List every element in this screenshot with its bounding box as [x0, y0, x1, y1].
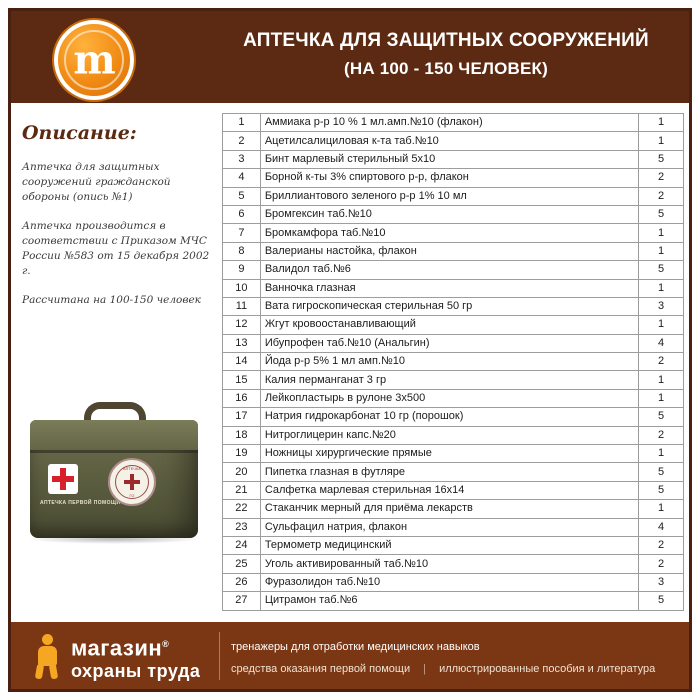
item-quantity: 1	[639, 500, 684, 518]
item-name: Уголь активированный таб.№10	[260, 555, 638, 573]
item-number: 5	[223, 187, 261, 205]
item-name: Аммиака р-р 10 % 1 мл.амп.№10 (флакон)	[260, 114, 638, 132]
title-line-2: (НА 100 - 150 ЧЕЛОВЕК)	[344, 59, 548, 78]
item-number: 19	[223, 445, 261, 463]
table-row	[223, 389, 684, 407]
item-number: 14	[223, 353, 261, 371]
bag-seam	[30, 450, 198, 453]
item-name: Нитроглицерин капс.№20	[260, 426, 638, 444]
item-name: Бромгексин таб.№10	[260, 205, 638, 223]
figure-leg-left	[35, 664, 44, 680]
item-number: 26	[223, 573, 261, 591]
table-row	[223, 555, 684, 573]
item-quantity: 5	[639, 408, 684, 426]
table-row	[223, 573, 684, 591]
footer-brand-name	[71, 632, 200, 682]
footer-tagline-separator: |	[423, 663, 427, 675]
items-table-body	[223, 114, 684, 611]
item-quantity: 5	[639, 463, 684, 481]
item-quantity: 1	[639, 224, 684, 242]
table-row	[223, 114, 684, 132]
table-row	[223, 242, 684, 260]
table-row	[223, 316, 684, 334]
brand-name-line-1	[71, 632, 200, 660]
title-line-1: АПТЕЧКА ДЛЯ ЗАЩИТНЫХ СООРУЖЕНИЙ	[243, 30, 649, 51]
item-name: Ибупрофен таб.№10 (Анальгин)	[260, 334, 638, 352]
page-title	[211, 27, 681, 83]
item-number: 2	[223, 132, 261, 150]
item-name: Йода р-р 5% 1 мл амп.№10	[260, 353, 638, 371]
item-quantity: 1	[639, 371, 684, 389]
item-name: Фуразолидон таб.№10	[260, 573, 638, 591]
table-row	[223, 169, 684, 187]
table-row	[223, 224, 684, 242]
item-quantity: 1	[639, 279, 684, 297]
item-number: 7	[223, 224, 261, 242]
item-quantity: 1	[639, 242, 684, 260]
item-number: 24	[223, 536, 261, 554]
item-number: 9	[223, 261, 261, 279]
bag-seal-icon	[108, 458, 156, 506]
item-number: 6	[223, 205, 261, 223]
item-name: Натрия гидрокарбонат 10 гр (порошок)	[260, 408, 638, 426]
item-name: Вата гигроскопическая стерильная 50 гр	[260, 297, 638, 315]
item-quantity: 1	[639, 445, 684, 463]
item-number: 10	[223, 279, 261, 297]
item-name: Ванночка глазная	[260, 279, 638, 297]
footer-tagline-1: тренажеры для отработки медицинских навыков	[231, 641, 480, 653]
item-quantity: 2	[639, 169, 684, 187]
item-name: Бромкамфора таб.№10	[260, 224, 638, 242]
item-name: Цитрамон таб.№6	[260, 592, 638, 610]
item-name: Сульфацил натрия, флакон	[260, 518, 638, 536]
item-name: Термометр медицинский	[260, 536, 638, 554]
item-name: Стаканчик мерный для приёма лекарств	[260, 500, 638, 518]
item-number: 20	[223, 463, 261, 481]
brand-logo-icon	[54, 20, 134, 100]
description-title: Описание:	[22, 122, 137, 144]
item-number: 25	[223, 555, 261, 573]
footer-tagline-2	[231, 658, 655, 680]
table-row	[223, 481, 684, 499]
description-column	[14, 108, 219, 322]
item-number: 27	[223, 592, 261, 610]
red-cross-icon	[48, 464, 78, 494]
figure-head	[42, 634, 53, 645]
item-quantity: 3	[639, 573, 684, 591]
item-name: Борной к-ты 3% спиртового р-р, флакон	[260, 169, 638, 187]
item-number: 3	[223, 150, 261, 168]
table-row	[223, 150, 684, 168]
table-row	[223, 536, 684, 554]
table-row	[223, 261, 684, 279]
description-paragraph-1: Аптечка для защитных сооружений гражданской обороны (опись №1)	[22, 161, 171, 203]
brand-registered-mark: ®	[162, 639, 170, 649]
item-name: Жгут кровоостанавливающий	[260, 316, 638, 334]
item-number: 12	[223, 316, 261, 334]
item-name: Валерианы настойка, флакон	[260, 242, 638, 260]
footer-tagline-2a: средства оказания первой помощи	[231, 663, 411, 675]
table-row	[223, 353, 684, 371]
item-number: 22	[223, 500, 261, 518]
table-row	[223, 279, 684, 297]
item-name: Валидол таб.№6	[260, 261, 638, 279]
item-quantity: 2	[639, 426, 684, 444]
bag-shadow	[26, 534, 202, 544]
item-number: 4	[223, 169, 261, 187]
item-quantity: 1	[639, 114, 684, 132]
table-row	[223, 187, 684, 205]
brand-name-line-2: охраны труда	[71, 661, 201, 682]
first-aid-bag-image	[22, 398, 208, 548]
table-row	[223, 205, 684, 223]
table-row	[223, 297, 684, 315]
table-row	[223, 334, 684, 352]
item-number: 21	[223, 481, 261, 499]
item-number: 8	[223, 242, 261, 260]
item-name: Пипетка глазная в футляре	[260, 463, 638, 481]
footer-divider	[219, 632, 220, 680]
person-figure-icon	[29, 634, 65, 678]
table-row	[223, 463, 684, 481]
item-quantity: 4	[639, 334, 684, 352]
item-number: 18	[223, 426, 261, 444]
item-name: Калия перманганат 3 гр	[260, 371, 638, 389]
footer-tagline-2b: иллюстрированные пособия и литература	[439, 663, 656, 675]
bag-label-text: АПТЕЧКА ПЕРВОЙ ПОМОЩИ	[40, 500, 121, 506]
item-number: 1	[223, 114, 261, 132]
description-paragraph-2: Аптечка производится в соответствии с Приказом МЧС России №583 от 15 декабря 2002 г.	[22, 220, 210, 277]
item-quantity: 1	[639, 132, 684, 150]
item-quantity: 1	[639, 389, 684, 407]
item-name: Бинт марлевый стерильный 5х10	[260, 150, 638, 168]
table-row	[223, 371, 684, 389]
item-number: 16	[223, 389, 261, 407]
item-number: 13	[223, 334, 261, 352]
item-name: Ножницы хирургические прямые	[260, 445, 638, 463]
item-quantity: 5	[639, 150, 684, 168]
table-row	[223, 426, 684, 444]
footer-brand-band	[11, 622, 689, 689]
item-quantity: 2	[639, 353, 684, 371]
item-quantity: 4	[639, 518, 684, 536]
item-quantity: 5	[639, 261, 684, 279]
item-number: 11	[223, 297, 261, 315]
item-number: 15	[223, 371, 261, 389]
figure-leg-right	[49, 664, 58, 680]
item-number: 17	[223, 408, 261, 426]
items-table	[222, 113, 684, 611]
item-quantity: 3	[639, 297, 684, 315]
footer-taglines	[231, 636, 655, 680]
table-row	[223, 518, 684, 536]
item-name: Ацетилсалициловая к-та таб.№10	[260, 132, 638, 150]
seal-cross-icon	[124, 474, 140, 490]
item-quantity: 5	[639, 205, 684, 223]
item-number: 23	[223, 518, 261, 536]
table-row	[223, 408, 684, 426]
item-name: Бриллиантового зеленого р-р 1% 10 мл	[260, 187, 638, 205]
seal-bottom-text: ГО	[129, 494, 135, 498]
bag-lid	[30, 420, 198, 450]
table-row	[223, 132, 684, 150]
description-paragraph-3: Рассчитана на 100-150 человек	[22, 294, 201, 306]
item-name: Салфетка марлевая стерильная 16х14	[260, 481, 638, 499]
item-name: Лейкопластырь в рулоне 3х500	[260, 389, 638, 407]
item-quantity: 2	[639, 555, 684, 573]
table-row	[223, 592, 684, 610]
table-row	[223, 445, 684, 463]
brand-name-text: магазин	[71, 635, 163, 661]
table-row	[223, 500, 684, 518]
item-quantity: 1	[639, 316, 684, 334]
logo-letter: m	[73, 36, 115, 84]
footer-brand-left	[25, 630, 225, 682]
seal-top-text: АПТЕЧКА	[123, 467, 141, 471]
item-quantity: 2	[639, 536, 684, 554]
item-quantity: 5	[639, 481, 684, 499]
item-quantity: 5	[639, 592, 684, 610]
items-table-wrap	[222, 113, 684, 611]
item-quantity: 2	[639, 187, 684, 205]
